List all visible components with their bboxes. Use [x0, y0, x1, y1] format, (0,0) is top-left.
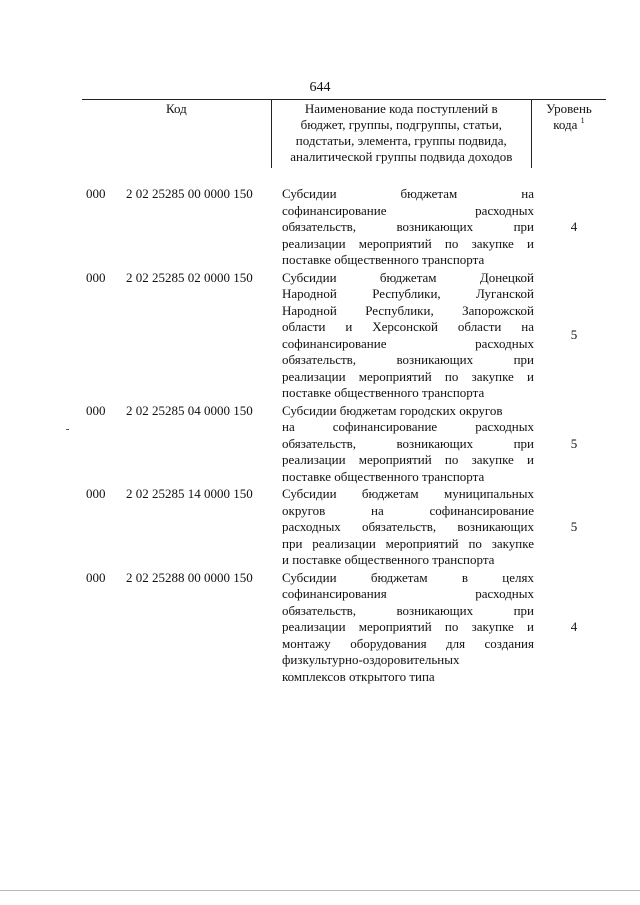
header-name-line: бюджет, группы, подгруппы, статьи,: [300, 117, 502, 132]
table-header: [82, 99, 606, 168]
header-level-word: кода: [553, 117, 578, 132]
table-row: [82, 186, 606, 269]
name-line: реализации мероприятий по закупке и: [282, 235, 534, 251]
name-line: расходных обязательств, возникающих: [282, 519, 534, 534]
scan-edge-line: [0, 890, 640, 891]
name-line: физкультурно-оздоровительных: [282, 652, 460, 667]
revenue-name: [282, 570, 534, 686]
admin-code: 000: [86, 486, 106, 501]
name-line: Субсидии бюджетам на: [282, 186, 534, 201]
level-value: 5: [570, 435, 578, 451]
name-line: на софинансирование расходных: [282, 419, 534, 434]
name-line: Народной Республики, Запорожской: [282, 302, 534, 318]
header-level-line: Уровень: [546, 101, 592, 116]
table-row: [82, 403, 606, 486]
name-line: округов на софинансирование: [282, 502, 534, 518]
revenue-code: 2 02 25285 02 0000 150: [126, 269, 253, 285]
revenue-code: 2 02 25285 04 0000 150: [126, 402, 253, 418]
revenue-name: [282, 403, 534, 486]
table-row: [82, 270, 606, 402]
name-line: обязательств, возникающих при: [282, 352, 534, 367]
name-line: реализации мероприятий по закупке и: [282, 619, 534, 634]
level-value: 5: [570, 327, 578, 343]
page-number: 644: [309, 80, 331, 95]
admin-code: 000: [86, 569, 106, 585]
revenue-code: 2 02 25288 00 0000 150: [126, 569, 253, 585]
name-line: поставке общественного транспорта: [282, 385, 485, 400]
scan-speck: [66, 429, 69, 430]
name-line: софинансирование расходных: [282, 202, 534, 218]
name-line: Субсидии бюджетам в целях: [282, 569, 534, 585]
table-row: [82, 570, 606, 686]
name-line: области и Херсонской области на: [282, 319, 534, 334]
level-value: 4: [570, 219, 578, 234]
name-line: обязательств, возникающих при: [282, 219, 534, 234]
name-line: Субсидии бюджетам Донецкой: [282, 269, 534, 285]
name-line: софинансирование расходных: [282, 335, 534, 351]
revenue-name: [282, 270, 534, 402]
name-line: при реализации мероприятий по закупке: [282, 535, 534, 551]
header-code: Код: [82, 100, 271, 168]
header-name-line: аналитической группы подвида доходов: [290, 149, 513, 164]
name-line: Субсидии бюджетам муниципальных: [282, 486, 534, 501]
footnote-mark: 1: [580, 116, 585, 125]
table-body: [82, 186, 606, 685]
admin-code: 000: [86, 269, 106, 285]
name-line: реализации мероприятий по закупке и: [282, 368, 534, 384]
revenue-code: 2 02 25285 14 0000 150: [126, 486, 253, 501]
name-line: поставке общественного транспорта: [282, 252, 485, 267]
level-value: 5: [570, 519, 578, 534]
revenue-name: [282, 486, 534, 569]
header-level: [531, 100, 606, 168]
header-level-line: [534, 117, 604, 133]
name-line: и поставке общественного транспорта: [282, 552, 495, 567]
revenue-code: 2 02 25285 00 0000 150: [126, 186, 253, 201]
header-name-line: подстатьи, элемента, группы подвида,: [295, 133, 507, 148]
name-line: комплексов открытого типа: [282, 668, 435, 684]
level-value: 4: [570, 619, 578, 634]
name-line: обязательств, возникающих при: [282, 602, 534, 618]
table-row: [82, 486, 606, 569]
name-line: монтажу оборудования для создания: [282, 635, 534, 651]
header-name-line: Наименование кода поступлений в: [304, 101, 498, 116]
admin-code: 000: [86, 402, 106, 418]
name-line: обязательств, возникающих при: [282, 435, 534, 451]
name-line: Субсидии бюджетам городских округов: [282, 402, 503, 418]
header-name: [271, 100, 531, 168]
name-line: поставке общественного транспорта: [282, 468, 485, 484]
revenue-name: [282, 186, 534, 269]
admin-code: 000: [86, 186, 106, 201]
name-line: реализации мероприятий по закупке и: [282, 452, 534, 467]
name-line: Народной Республики, Луганской: [282, 286, 534, 301]
name-line: софинансирования расходных: [282, 586, 534, 601]
